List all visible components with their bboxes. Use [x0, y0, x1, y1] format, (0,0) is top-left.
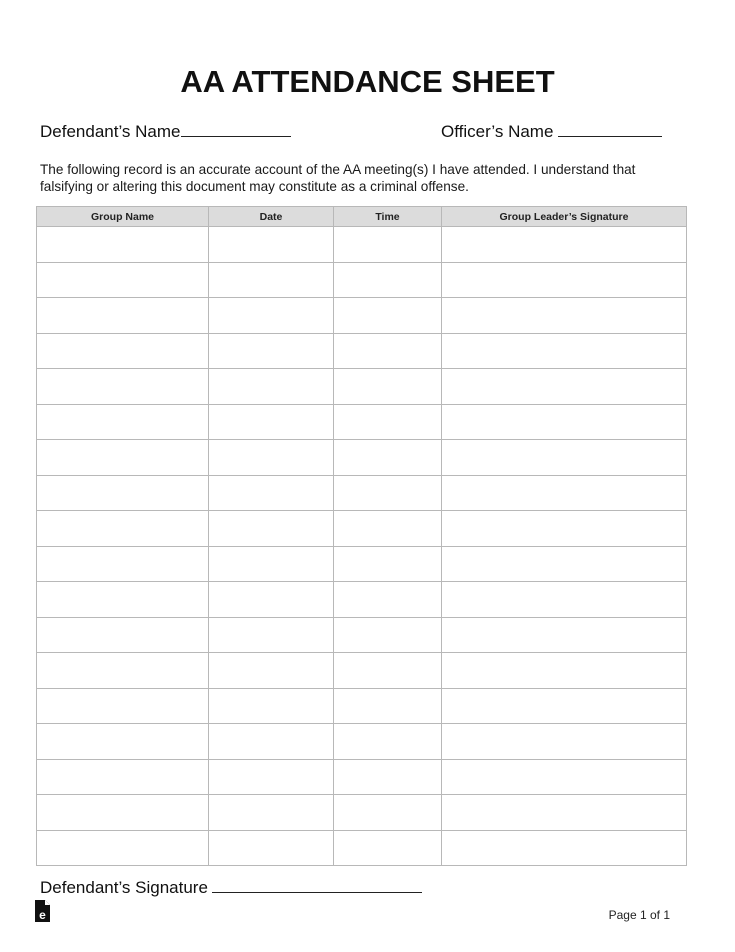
group-name-cell[interactable]: [37, 582, 209, 618]
leader-signature-cell[interactable]: [442, 440, 687, 476]
group-name-cell[interactable]: [37, 688, 209, 724]
date-cell[interactable]: [209, 582, 334, 618]
date-cell[interactable]: [209, 227, 334, 263]
time-cell[interactable]: [334, 688, 442, 724]
defendant-name-field: [40, 120, 291, 142]
date-cell[interactable]: [209, 475, 334, 511]
time-cell[interactable]: [334, 617, 442, 653]
time-cell[interactable]: [334, 724, 442, 760]
defendant-signature-label: Defendant’s Signature: [40, 878, 208, 897]
leader-signature-cell[interactable]: [442, 688, 687, 724]
table-row: [37, 369, 687, 405]
leader-signature-cell[interactable]: [442, 333, 687, 369]
table-header-row: [37, 207, 687, 227]
group-name-cell[interactable]: [37, 617, 209, 653]
leader-signature-cell[interactable]: [442, 724, 687, 760]
attendance-table: [36, 206, 687, 866]
time-cell[interactable]: [334, 262, 442, 298]
date-cell[interactable]: [209, 759, 334, 795]
date-cell[interactable]: [209, 830, 334, 866]
time-cell[interactable]: [334, 511, 442, 547]
time-cell[interactable]: [334, 227, 442, 263]
defendant-name-blank[interactable]: [181, 120, 291, 137]
group-name-cell[interactable]: [37, 759, 209, 795]
leader-signature-cell[interactable]: [442, 475, 687, 511]
group-name-cell[interactable]: [37, 227, 209, 263]
column-header-date: Date: [209, 207, 334, 227]
group-name-cell[interactable]: [37, 333, 209, 369]
column-header-leader-signature: Group Leader’s Signature: [442, 207, 687, 227]
group-name-cell[interactable]: [37, 369, 209, 405]
officer-name-field: [441, 120, 662, 142]
time-cell[interactable]: [334, 830, 442, 866]
leader-signature-cell[interactable]: [442, 795, 687, 831]
leader-signature-cell[interactable]: [442, 617, 687, 653]
time-cell[interactable]: [334, 440, 442, 476]
leader-signature-cell[interactable]: [442, 404, 687, 440]
group-name-cell[interactable]: [37, 262, 209, 298]
date-cell[interactable]: [209, 724, 334, 760]
page-number: Page 1 of 1: [608, 908, 670, 922]
officer-name-label: Officer’s Name: [441, 122, 554, 141]
leader-signature-cell[interactable]: [442, 227, 687, 263]
table-row: [37, 298, 687, 334]
leader-signature-cell[interactable]: [442, 759, 687, 795]
table-row: [37, 404, 687, 440]
table-row: [37, 795, 687, 831]
leader-signature-cell[interactable]: [442, 582, 687, 618]
table-row: [37, 546, 687, 582]
time-cell[interactable]: [334, 653, 442, 689]
time-cell[interactable]: [334, 546, 442, 582]
date-cell[interactable]: [209, 617, 334, 653]
defendant-signature-field: [40, 876, 422, 898]
date-cell[interactable]: [209, 511, 334, 547]
time-cell[interactable]: [334, 759, 442, 795]
leader-signature-cell[interactable]: [442, 511, 687, 547]
officer-name-blank[interactable]: [558, 120, 662, 137]
leader-signature-cell[interactable]: [442, 653, 687, 689]
date-cell[interactable]: [209, 440, 334, 476]
date-cell[interactable]: [209, 688, 334, 724]
time-cell[interactable]: [334, 333, 442, 369]
group-name-cell[interactable]: [37, 404, 209, 440]
group-name-cell[interactable]: [37, 511, 209, 547]
defendant-signature-blank[interactable]: [212, 876, 422, 893]
table-row: [37, 227, 687, 263]
svg-text:e: e: [39, 908, 46, 922]
leader-signature-cell[interactable]: [442, 369, 687, 405]
column-header-time: Time: [334, 207, 442, 227]
group-name-cell[interactable]: [37, 298, 209, 334]
defendant-name-label: Defendant’s Name: [40, 122, 181, 141]
time-cell[interactable]: [334, 795, 442, 831]
date-cell[interactable]: [209, 262, 334, 298]
leader-signature-cell[interactable]: [442, 830, 687, 866]
time-cell[interactable]: [334, 475, 442, 511]
date-cell[interactable]: [209, 653, 334, 689]
column-header-group-name: Group Name: [37, 207, 209, 227]
group-name-cell[interactable]: [37, 475, 209, 511]
leader-signature-cell[interactable]: [442, 298, 687, 334]
table-row: [37, 830, 687, 866]
date-cell[interactable]: [209, 404, 334, 440]
group-name-cell[interactable]: [37, 653, 209, 689]
time-cell[interactable]: [334, 404, 442, 440]
table-row: [37, 617, 687, 653]
table-row: [37, 262, 687, 298]
leader-signature-cell[interactable]: [442, 262, 687, 298]
group-name-cell[interactable]: [37, 440, 209, 476]
time-cell[interactable]: [334, 582, 442, 618]
eforms-document-icon: [35, 900, 50, 922]
table-row: [37, 724, 687, 760]
table-row: [37, 653, 687, 689]
table-row: [37, 440, 687, 476]
table-row: [37, 333, 687, 369]
intro-statement: The following record is an accurate account of the AA meeting(s) I have attended. I understand that falsifying or altering this document may constitute as a criminal offense.: [40, 162, 636, 194]
date-cell[interactable]: [209, 795, 334, 831]
table-row: [37, 688, 687, 724]
table-row: [37, 582, 687, 618]
group-name-cell[interactable]: [37, 795, 209, 831]
group-name-cell[interactable]: [37, 724, 209, 760]
date-cell[interactable]: [209, 298, 334, 334]
page-title: AA ATTENDANCE SHEET: [180, 64, 555, 99]
leader-signature-cell[interactable]: [442, 546, 687, 582]
time-cell[interactable]: [334, 298, 442, 334]
table-row: [37, 475, 687, 511]
group-name-cell[interactable]: [37, 546, 209, 582]
date-cell[interactable]: [209, 369, 334, 405]
table-row: [37, 759, 687, 795]
time-cell[interactable]: [334, 369, 442, 405]
date-cell[interactable]: [209, 546, 334, 582]
table-row: [37, 511, 687, 547]
group-name-cell[interactable]: [37, 830, 209, 866]
date-cell[interactable]: [209, 333, 334, 369]
